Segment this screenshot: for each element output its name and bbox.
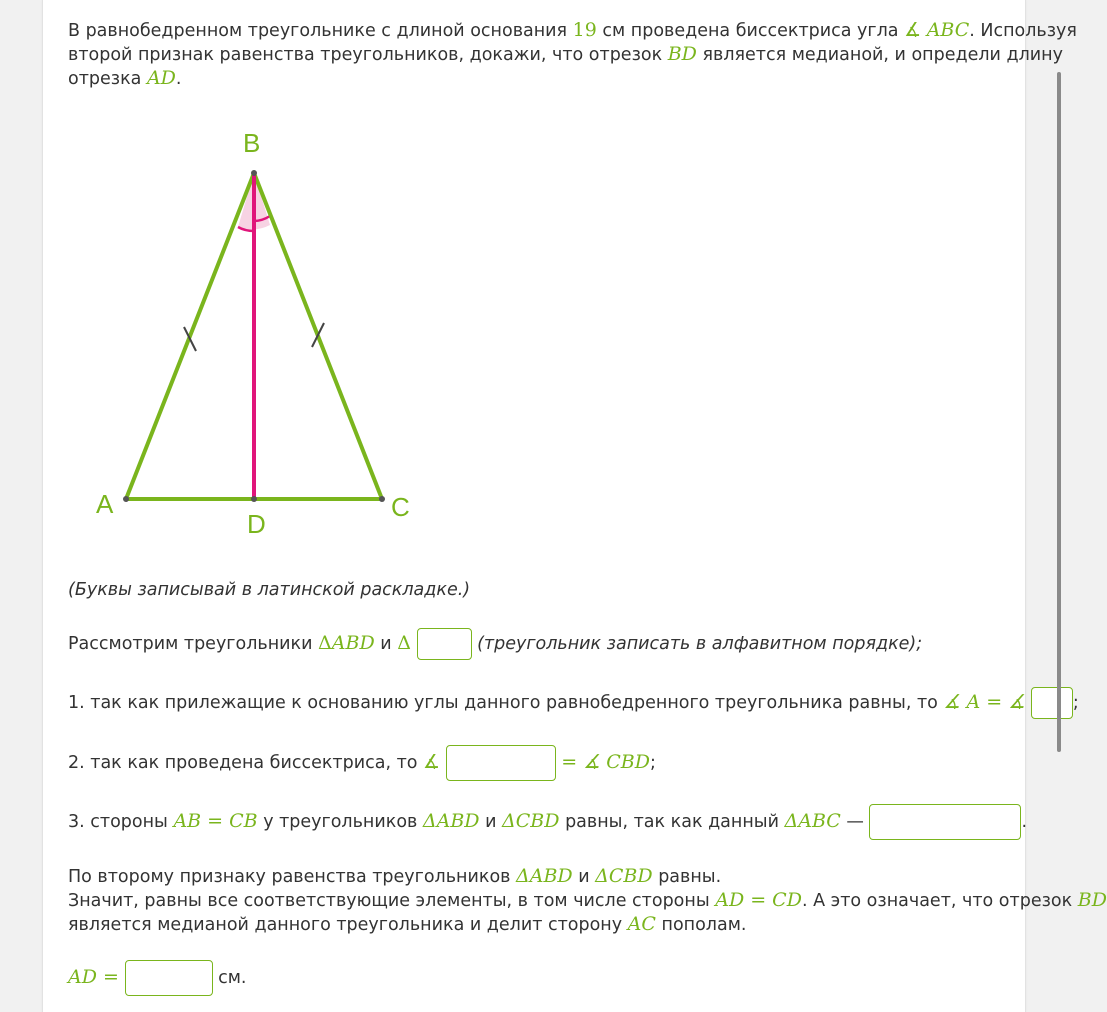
step-end: ; (650, 753, 656, 773)
ad-equals-cd: AD = CD (715, 889, 802, 911)
step-text: у треугольников (257, 812, 423, 832)
answer-unit: см. (218, 968, 247, 988)
step-text: равны, так как данный (559, 812, 785, 832)
step-3 (68, 804, 1027, 840)
step-number: 1. (68, 693, 85, 713)
step-text: стороны (84, 812, 174, 832)
triangle-symbol: Δ (397, 632, 411, 654)
answer-input-bisected-angle[interactable] (446, 745, 556, 781)
consider-text: и (374, 634, 398, 654)
step-end: ; (1072, 693, 1079, 713)
answer-label: AD = (68, 966, 119, 988)
step-number: 3. (68, 812, 85, 832)
conclusion-line-1 (68, 864, 721, 889)
conclusion-text: По второму признаку равенства треугольников (68, 867, 517, 887)
consider-hint: (треугольник записать в алфавитном порядке); (471, 634, 923, 654)
angle-cbd: = ∡ CBD (561, 751, 650, 773)
step-text: и (479, 812, 503, 832)
triangle-abd: ABD (331, 632, 375, 654)
conclusion-text: является медианой данного треугольника и делит сторону (68, 915, 628, 935)
step-number: 2. (68, 753, 85, 773)
triangle-abd: ΔABD (422, 810, 480, 832)
triangle-abc: ΔABC (784, 810, 841, 832)
conclusion-text: пополам. (655, 915, 747, 935)
triangle-figure (90, 125, 430, 545)
problem-line-2 (68, 42, 1063, 67)
vertex-b (251, 170, 257, 176)
triangle-symbol: Δ (318, 632, 332, 654)
vertex-d (251, 496, 257, 502)
answer-input-triangle-type[interactable] (869, 804, 1021, 840)
conclusion-text: . А это означает, что отрезок (801, 891, 1078, 911)
conclusion-text: и (572, 867, 596, 887)
segment-bd: BD (667, 43, 697, 65)
segment-ad: AD (146, 67, 176, 89)
conclusion-line-2 (68, 888, 1107, 913)
scrollbar-thumb[interactable] (1057, 72, 1061, 752)
step-end: . (1021, 812, 1028, 832)
label-c: C (391, 492, 410, 522)
step-2 (68, 745, 656, 781)
problem-text: является медианой, и определи длину (696, 45, 1063, 65)
layout-note: (Буквы записывай в латинской раскладке.) (68, 580, 471, 600)
segment-ac: AC (627, 913, 656, 935)
triangle-cbd: ΔCBD (595, 865, 653, 887)
angle-a-equals: ∡ A = ∡ (943, 691, 1026, 713)
conclusion-text: Значит, равны все соответствующие элементы, в том числе стороны (68, 891, 716, 911)
conclusion-text: равны. (652, 867, 722, 887)
triangle-cbd: ΔCBD (502, 810, 560, 832)
problem-text: отрезка (68, 69, 147, 89)
segment-bd: BD (1077, 889, 1107, 911)
consider-text: Рассмотрим треугольники (68, 634, 319, 654)
step-text: так как проведена биссектриса, то (84, 753, 424, 773)
answer-input-angle[interactable] (1031, 687, 1073, 719)
triangle-abd: ΔABD (516, 865, 573, 887)
angle-abc: ABC (926, 19, 970, 41)
step-1 (68, 686, 1079, 720)
problem-text: В равнобедренном треугольнике с длиной основания (68, 21, 573, 41)
answer-input-ad[interactable] (125, 960, 213, 996)
label-b: B (243, 128, 261, 158)
problem-text: . (175, 69, 182, 89)
vertex-a (123, 496, 129, 502)
angle-symbol: ∡ (904, 19, 922, 41)
consider-line (68, 627, 922, 661)
answer-input-triangle[interactable] (417, 628, 472, 660)
problem-text: . Используя (969, 21, 1077, 41)
base-length: 19 (572, 19, 597, 41)
answer-line (68, 960, 246, 996)
problem-line-3 (68, 66, 182, 91)
step-text: так как прилежащие к основанию углы данного равнобедренного треугольника равны, то (84, 693, 944, 713)
problem-text: см проведена биссектриса угла (596, 21, 905, 41)
problem-text: второй признак равенства треугольников, докажи, что отрезок (68, 45, 668, 65)
problem-line-1 (68, 18, 1077, 43)
sides-equal: AB = CB (173, 810, 258, 832)
side-ab (126, 173, 254, 499)
step-dash: — (840, 812, 870, 832)
angle-symbol: ∡ (423, 751, 441, 773)
label-d: D (247, 509, 266, 539)
conclusion-line-3 (68, 912, 746, 937)
label-a: A (96, 489, 114, 519)
vertex-c (379, 496, 385, 502)
